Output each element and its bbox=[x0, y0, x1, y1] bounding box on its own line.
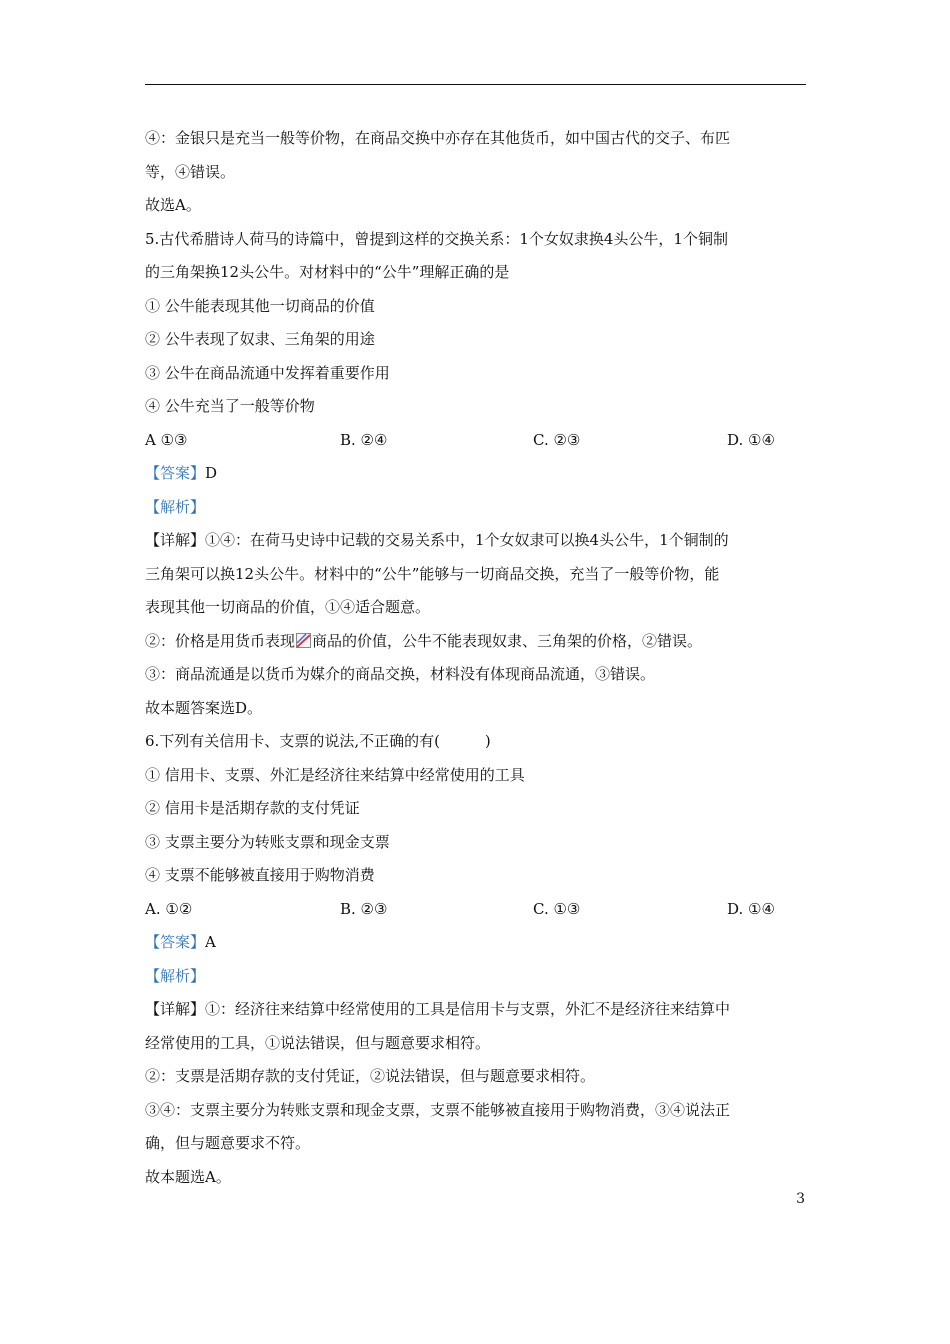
explain-text: ②：价格是用货币表现 bbox=[145, 631, 296, 650]
text-line: ④：金银只是充当一般等价物，在商品交换中亦存在其他货币，如中国古代的交子、布匹 bbox=[145, 129, 731, 147]
q6-option-c: C. ①③ bbox=[533, 899, 581, 918]
text-line: 故选A。 bbox=[145, 196, 201, 214]
page-number: 3 bbox=[796, 1191, 805, 1207]
q6-explain-34: 确，但与题意要求不符。 bbox=[145, 1134, 311, 1152]
q5-item: ① 公牛能表现其他一切商品的价值 bbox=[145, 296, 375, 315]
q6-item: ② 信用卡是活期存款的支付凭证 bbox=[145, 799, 360, 817]
q5-item: ② 公牛表现了奴隶、三角架的用途 bbox=[145, 330, 375, 348]
q6-answer bbox=[145, 926, 810, 960]
q6-item: ④ 支票不能够被直接用于购物消费 bbox=[145, 866, 375, 884]
q6-item: ③ 支票主要分为转账支票和现金支票 bbox=[145, 832, 390, 851]
q5-detail bbox=[145, 524, 810, 558]
q6-option-b: B. ②③ bbox=[340, 899, 388, 918]
q5-stem: 5.古代希腊诗人荷马的诗篇中，曾提到这样的交换关系：1个女奴隶换4头公牛，1个铜制 bbox=[145, 229, 728, 248]
q5-item: ③ 公牛在商品流通中发挥着重要作用 bbox=[145, 363, 390, 382]
q6-explain-2: ②：支票是活期存款的支付凭证，②说法错误，但与题意要求相符。 bbox=[145, 1067, 596, 1085]
q5-conclusion: 故本题答案选D。 bbox=[145, 698, 263, 717]
q6-stem: 6.下列有关信用卡、支票的说法,不正确的有( ) bbox=[145, 732, 491, 750]
q6-detail bbox=[145, 993, 810, 1027]
q6-conclusion: 故本题选A。 bbox=[145, 1167, 231, 1186]
q5-item: ④ 公牛充当了一般等价物 bbox=[145, 397, 315, 415]
q5-option-c: C. ②③ bbox=[533, 430, 581, 449]
header-rule bbox=[145, 84, 806, 85]
answer-value: D bbox=[205, 464, 218, 482]
q6-explain-34: ③④：支票主要分为转账支票和现金支票，支票不能够被直接用于购物消费，③④说法正 bbox=[145, 1100, 731, 1119]
q6-option-a: A. ①② bbox=[145, 899, 193, 918]
page-content bbox=[145, 122, 810, 1194]
detail-text: ①④：在荷马史诗中记载的交易关系中，1个女奴隶可以换4头公牛，1个铜制的 bbox=[205, 531, 729, 549]
q5-options bbox=[145, 424, 810, 458]
explain-text: 商品的价值，公牛不能表现奴隶、三角架的价格，②错误。 bbox=[312, 631, 703, 650]
q5-detail: 三角架可以换12头公牛。材料中的“公牛”能够与一切商品交换，充当了一般等价物，能 bbox=[145, 564, 720, 583]
q5-explain-3: ③：商品流通是以货币为媒介的商品交换，材料没有体现商品流通，③错误。 bbox=[145, 665, 656, 683]
q5-answer bbox=[145, 457, 810, 491]
q5-detail: 表现其他一切商品的价值，①④适合题意。 bbox=[145, 598, 431, 616]
detail-tag: 【详解】 bbox=[145, 1000, 206, 1018]
q5-option-b: B. ②④ bbox=[340, 430, 388, 449]
q5-stem: 的三角架换12头公牛。对材料中的“公牛”理解正确的是 bbox=[145, 263, 510, 281]
q6-option-d: D. ①④ bbox=[727, 899, 775, 918]
detail-tag: 【详解】 bbox=[145, 531, 206, 549]
analysis-tag: 【解析】 bbox=[145, 497, 206, 516]
answer-value: A bbox=[205, 933, 216, 951]
answer-tag: 【答案】 bbox=[145, 933, 206, 951]
detail-text: ①：经济往来结算中经常使用的工具是信用卡与支票，外汇不是经济往来结算中 bbox=[205, 1000, 731, 1018]
q6-detail: 经常使用的工具，①说法错误，但与题意要求相符。 bbox=[145, 1033, 491, 1052]
q6-options bbox=[145, 893, 810, 927]
q5-analysis bbox=[145, 491, 810, 525]
answer-tag: 【答案】 bbox=[145, 464, 206, 482]
q5-explain-2 bbox=[145, 625, 810, 659]
broken-image-icon bbox=[296, 633, 311, 648]
analysis-tag: 【解析】 bbox=[145, 966, 206, 985]
q6-analysis bbox=[145, 960, 810, 994]
q5-option-a: A ①③ bbox=[145, 430, 188, 449]
q6-item: ① 信用卡、支票、外汇是经济往来结算中经常使用的工具 bbox=[145, 765, 525, 784]
q5-option-d: D. ①④ bbox=[727, 430, 775, 449]
text-line: 等，④错误。 bbox=[145, 162, 236, 181]
